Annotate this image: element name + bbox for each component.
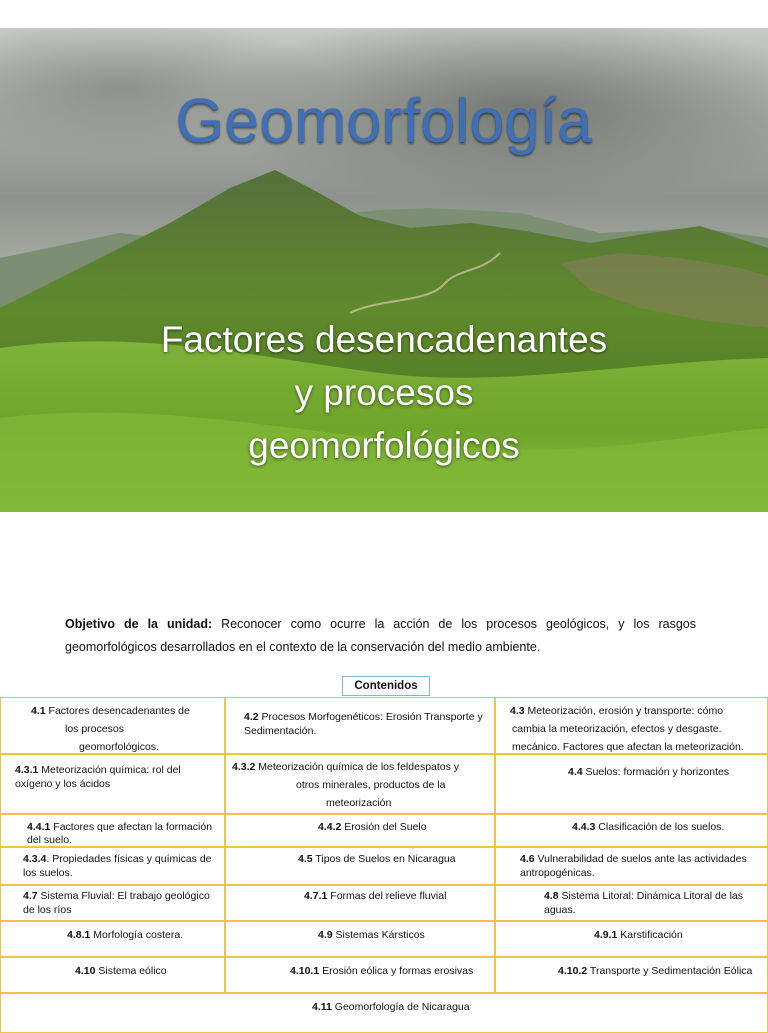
contents-cell-4-7 bbox=[0, 885, 225, 921]
contents-cell-4-2 bbox=[225, 697, 495, 754]
section-number: 4.3 bbox=[510, 705, 525, 717]
contents-cell-4-1 bbox=[0, 697, 225, 754]
section-title: Procesos Morfogenéticos: Erosión Transporte y bbox=[258, 711, 483, 723]
section-title: Geomorfología de Nicaragua bbox=[331, 1001, 470, 1013]
contents-line bbox=[318, 928, 425, 943]
contents-line bbox=[244, 724, 316, 739]
contents-line bbox=[15, 777, 110, 792]
section-title: los suelos. bbox=[23, 867, 73, 879]
section-title: del suelo. bbox=[27, 834, 72, 846]
hero-landscape-image bbox=[0, 28, 768, 512]
section-number: 4.9 bbox=[318, 929, 333, 941]
section-title: Meteorización, erosión y transporte: cómo bbox=[524, 705, 724, 717]
subtitle-line-2: y procesos bbox=[294, 372, 474, 413]
section-title: Sedimentación. bbox=[244, 725, 317, 737]
contents-line bbox=[23, 852, 212, 867]
section-title: Meteorización química: rol del bbox=[38, 764, 181, 776]
section-number: 4.4.2 bbox=[318, 821, 342, 833]
contents-line bbox=[290, 964, 473, 979]
contents-cell-4-10-2 bbox=[495, 957, 768, 993]
section-title: Erosión del Suelo bbox=[341, 821, 427, 833]
contents-line bbox=[232, 760, 459, 775]
subtitle-line-3: geomorfológicos bbox=[248, 425, 520, 466]
section-title: Clasificación de los suelos. bbox=[595, 821, 725, 833]
section-title: Tipos de Suelos en Nicaragua bbox=[312, 853, 456, 865]
contents-line bbox=[558, 964, 752, 979]
section-title: Vulnerabilidad de suelos ante las actividades bbox=[534, 853, 747, 865]
contents-cell-4-9 bbox=[225, 921, 495, 957]
contents-cell-4-10 bbox=[0, 957, 225, 993]
section-number: 4.9.1 bbox=[594, 929, 618, 941]
section-title: Factores que afectan la formación bbox=[50, 821, 213, 833]
contents-line bbox=[23, 889, 210, 904]
section-title: de los ríos bbox=[23, 904, 72, 916]
section-title: Factores desencadenantes de bbox=[45, 705, 190, 717]
section-number: 4.11 bbox=[312, 1001, 332, 1013]
section-number: 4.8.1 bbox=[67, 929, 91, 941]
objective-label: Objetivo de la unidad: bbox=[65, 617, 213, 631]
section-title: oxígeno y los ácidos bbox=[15, 778, 111, 790]
contents-line bbox=[520, 866, 595, 881]
section-title: geomorfológicos. bbox=[79, 741, 159, 753]
contents-cell-4-4-3 bbox=[495, 814, 768, 847]
contents-line bbox=[65, 722, 124, 737]
contents-line bbox=[312, 1000, 470, 1015]
contents-line bbox=[75, 964, 167, 979]
contents-line bbox=[67, 928, 183, 943]
contents-line bbox=[304, 889, 446, 904]
section-title: aguas. bbox=[544, 904, 576, 916]
contents-line bbox=[544, 903, 576, 918]
contents-line bbox=[27, 833, 72, 848]
section-number: 4.2 bbox=[244, 711, 259, 723]
contents-cell-4-9-1 bbox=[495, 921, 768, 957]
contents-cell-4-3-4 bbox=[0, 847, 225, 885]
contents-line bbox=[326, 796, 391, 811]
section-title: Sistema Fluvial: El trabajo geológico bbox=[37, 890, 210, 902]
contents-cell-4-4-1 bbox=[0, 814, 225, 847]
page-title: Geomorfología bbox=[175, 87, 593, 156]
contents-line bbox=[544, 889, 743, 904]
contents-line bbox=[23, 903, 71, 918]
section-title: Erosión eólica y formas erosivas bbox=[319, 965, 474, 977]
contents-line bbox=[512, 740, 744, 755]
contents-cell-4-10-1 bbox=[225, 957, 495, 993]
section-number: 4.5 bbox=[298, 853, 313, 865]
section-number: 4.3.1 bbox=[15, 764, 39, 776]
section-number: 4.10.2 bbox=[558, 965, 588, 977]
section-number: 4.4.1 bbox=[27, 821, 51, 833]
contents-header: Contenidos bbox=[342, 676, 430, 696]
section-number: 4.10 bbox=[75, 965, 96, 977]
section-number: 4.7 bbox=[23, 890, 38, 902]
contents-line bbox=[512, 722, 722, 737]
section-title: Suelos: formación y horizontes bbox=[582, 766, 730, 778]
contents-cell-4-8-1 bbox=[0, 921, 225, 957]
section-title: cambia la meteorización, efectos y desgaste. bbox=[512, 723, 722, 735]
section-title: Formas del relieve fluvial bbox=[327, 890, 447, 902]
section-title: Transporte y Sedimentación Eólica bbox=[587, 965, 753, 977]
contents-line bbox=[23, 866, 73, 881]
contents-cell-4-3-1 bbox=[0, 754, 225, 814]
section-number: 4.4 bbox=[568, 766, 583, 778]
section-title: Sistemas Kársticos bbox=[332, 929, 425, 941]
contents-cell-4-6 bbox=[495, 847, 768, 885]
contents-line bbox=[510, 704, 723, 719]
contents-cell-4-5 bbox=[225, 847, 495, 885]
contents-line bbox=[318, 820, 427, 835]
section-number: 4.3.2 bbox=[232, 761, 256, 773]
contents-cell-4-4-2 bbox=[225, 814, 495, 847]
contents-cell-4-3-2 bbox=[225, 754, 495, 814]
section-title: Karstificación bbox=[617, 929, 683, 941]
section-title: antropogénicas. bbox=[520, 867, 595, 879]
section-number: 4.7.1 bbox=[304, 890, 328, 902]
section-number: 4.3.4 bbox=[23, 853, 47, 865]
contents-line bbox=[298, 852, 456, 867]
contents-line bbox=[79, 740, 159, 755]
subtitle-line-1: Factores desencadenantes bbox=[160, 319, 608, 360]
objective-text: Reconocer como ocurre la acción de los procesos geológicos, y los rasgos geomorfológicos desarrollados en el contexto de la conservación del medio ambiente. bbox=[65, 617, 696, 654]
contents-cell-4-4 bbox=[495, 754, 768, 814]
section-title: Sistema Litoral: Dinámica Litoral de las bbox=[558, 890, 744, 902]
contents-cell-4-8 bbox=[495, 885, 768, 921]
section-title: Morfología costera. bbox=[90, 929, 184, 941]
contents-cell-4-7-1 bbox=[225, 885, 495, 921]
contents-line bbox=[594, 928, 683, 943]
section-title: Meteorización química de los feldespatos y bbox=[255, 761, 460, 773]
contents-cell-4-3 bbox=[495, 697, 768, 754]
contents-line bbox=[296, 778, 445, 793]
section-number: 4.1 bbox=[31, 705, 46, 717]
contents-cell-4-11 bbox=[0, 993, 768, 1033]
section-number: 4.8 bbox=[544, 890, 559, 902]
section-title: meteorización bbox=[326, 797, 392, 809]
section-title: . Propiedades físicas y químicas de bbox=[46, 853, 212, 865]
contents-line bbox=[31, 704, 190, 719]
section-number: 4.6 bbox=[520, 853, 535, 865]
section-title: los procesos bbox=[65, 723, 124, 735]
contents-line bbox=[520, 852, 747, 867]
section-title: otros minerales, productos de la bbox=[296, 779, 446, 791]
section-title: Sistema eólico bbox=[95, 965, 167, 977]
unit-objective bbox=[65, 613, 696, 659]
contents-line bbox=[244, 710, 483, 725]
contents-line bbox=[568, 765, 729, 780]
section-number: 4.10.1 bbox=[290, 965, 320, 977]
contents-line bbox=[572, 820, 724, 835]
contents-line bbox=[15, 763, 181, 778]
section-title: mecánico. Factores que afectan la meteorización. bbox=[512, 741, 744, 753]
section-number: 4.4.3 bbox=[572, 821, 596, 833]
